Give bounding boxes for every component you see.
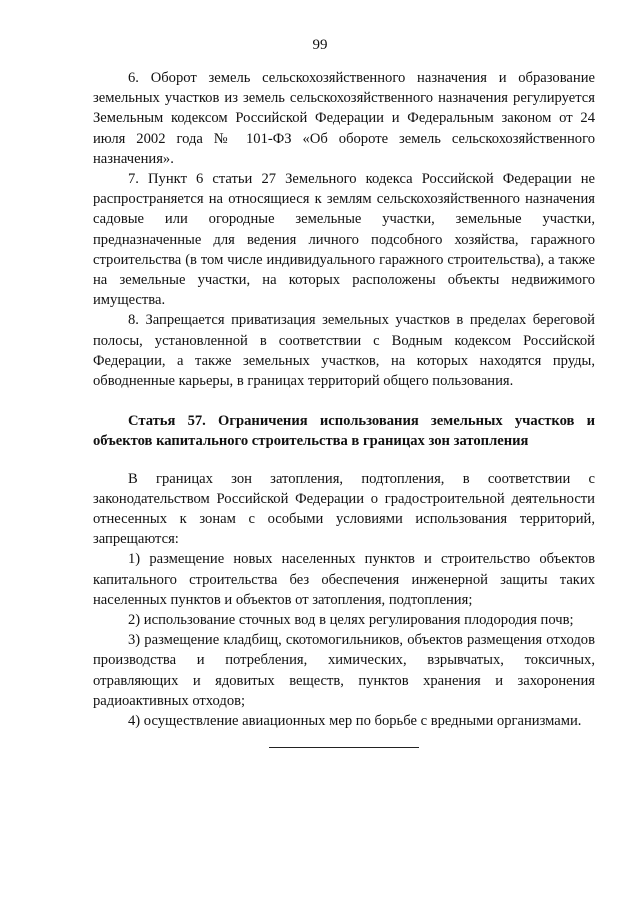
article-item-4: 4) осуществление авиационных мер по борьбе с вредными организмами. (128, 713, 582, 730)
article-item-2: 2) использование сточных вод в целях регулирования плодородия почв; (128, 612, 574, 629)
paragraph-6: 6. Оборот земель сельскохозяйственного назначения и образование земельных участков из земель сельскохозяйственного назначения регулируется Земельным кодексом Российской Федерации и Федеральным законом от 24 июля 2002 года № 101-ФЗ «Об обороте земель сельскохозяйственного назначения». (93, 70, 595, 167)
paragraph-7: 7. Пункт 6 статьи 27 Земельного кодекса Российской Федерации не распространяется на относящиеся к землям сельскохозяйственного назначения садовые или огородные земельные участки, земельные участки, предназначенные для ведения личного подсобного хозяйства, гаражного строительства (в том числе индивидуального гаражного строительства), а также на земельные участки, на которых расположены объекты недвижимого имущества. (93, 171, 595, 309)
article-intro: В границах зон затопления, подтопления, в соответствии с законодательством Российской Федерации о градостроительной деятельности отнесенных к зонам с особыми условиями использования территорий, запрещаются: (93, 470, 595, 548)
article-item-3: 3) размещение кладбищ, скотомогильников, объектов размещения отходов производства и потребления, химических, взрывчатых, токсичных, отравляющих и ядовитых веществ, пунктов хранения и захоронения радиоактивных отходов; (93, 632, 595, 709)
paragraph-8: 8. Запрещается приватизация земельных участков в пределах береговой полосы, установленной в соответствии с Водным кодексом Российской Федерации, а также земельных участков, на которых находятся пруды, обводненные карьеры, в границах территорий общего пользования. (93, 312, 595, 390)
heading-spacer (93, 452, 595, 469)
separator-line (269, 747, 419, 748)
page-number: 99 (312, 37, 328, 53)
article-item-1: 1) размещение новых населенных пунктов и строительство объектов капитального строительства без обеспечения инженерной защиты таких населенных пунктов и объектов от затопления, подтопления; (93, 551, 595, 608)
article-heading: Статья 57. Ограничения использования земельных участков и объектов капитального строительства в границах зон затопления (93, 413, 595, 450)
document-body (93, 68, 595, 748)
